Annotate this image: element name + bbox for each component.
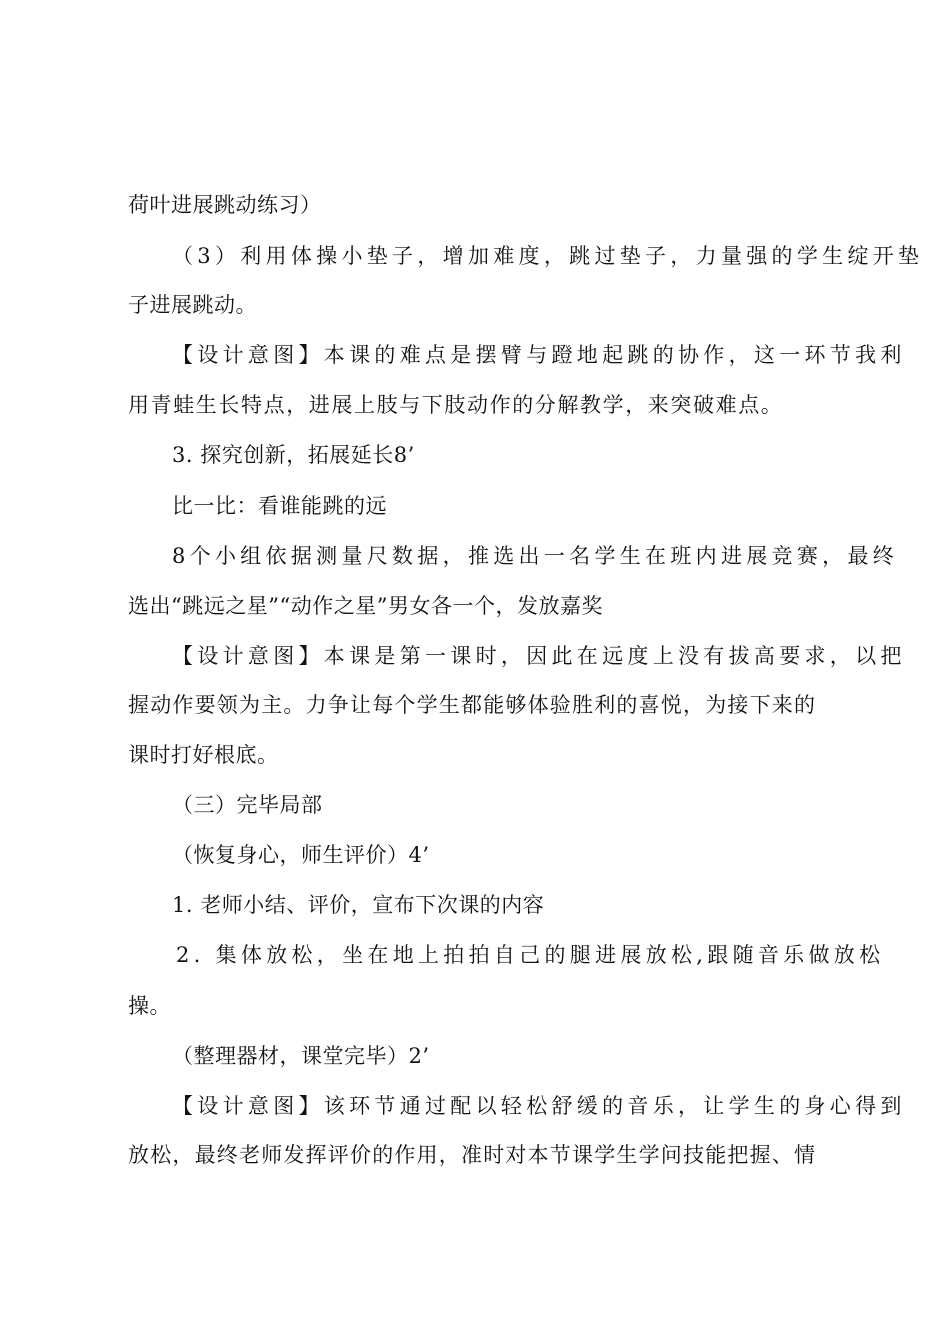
text-line: 8个小组依据测量尺数据，推选出一名学生在班内进展竞赛，最终 (172, 544, 899, 568)
text-line: 课时打好根底。 (128, 743, 279, 767)
text-line: 握动作要领为主。力争让每个学生都能够体验胜利的喜悦，为接下来的 (128, 693, 817, 717)
text-line: 子进展跳动。 (128, 293, 257, 317)
text-line: 选出“跳远之星”“动作之星”男女各一个，发放嘉奖 (128, 594, 603, 618)
text-line: 放松，最终老师发挥评价的作用，准时对本节课学生学问技能把握、情 (128, 1143, 817, 1167)
list-item: 2. 集体放松，坐在地上拍拍自己的腿进展放松,跟随音乐做放松 (176, 943, 885, 967)
text-line: （整理器材，课堂完毕）2’ (172, 1044, 430, 1068)
text-line: （3）利用体操小垫子，增加难度，跳过垫子，力量强的学生绽开垫 (172, 244, 924, 268)
section-heading: （三）完毕局部 (172, 793, 323, 817)
text-line: 荷叶进展跳动练习） (128, 193, 322, 217)
text-line: 用青蛙生长特点，进展上肢与下肢动作的分解教学，来突破难点。 (128, 393, 784, 417)
text-line: 比一比：看谁能跳的远 (172, 494, 387, 518)
text-line: 操。 (128, 994, 171, 1018)
text-line: 【设计意图】本课的难点是摆臂与蹬地起跳的协作，这一环节我利 (172, 343, 906, 367)
section-heading: 3. 探究创新，拓展延长8’ (172, 443, 415, 467)
text-line: 【设计意图】该环节通过配以轻松舒缓的音乐，让学生的身心得到 (172, 1094, 906, 1118)
text-line: 【设计意图】本课是第一课时，因此在远度上没有拔高要求，以把 (172, 644, 906, 668)
list-item: 1. 老师小结、评价，宣布下次课的内容 (172, 893, 545, 917)
text-line: （恢复身心，师生评价）4’ (172, 843, 430, 867)
